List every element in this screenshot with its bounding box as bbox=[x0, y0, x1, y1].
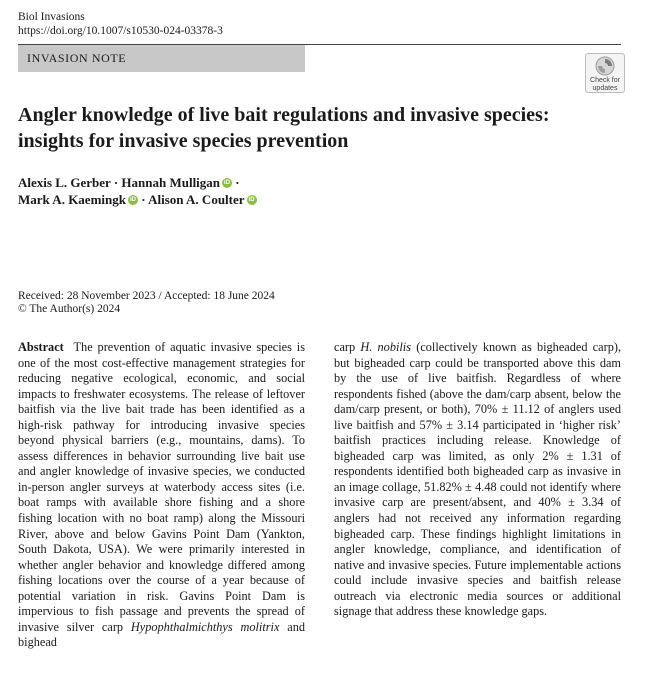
article-type-label: INVASION NOTE bbox=[27, 51, 127, 65]
abstract-text-right-lead: carp bbox=[334, 340, 356, 354]
abstract-heading: Abstract bbox=[18, 340, 64, 354]
author-name[interactable]: Alexis L. Gerber bbox=[18, 175, 111, 190]
article-title: Angler knowledge of live bait regulations and invasive species: insights for invasive species prevention bbox=[18, 104, 550, 152]
crossmark-icon bbox=[595, 56, 615, 76]
check-updates-line2: updates bbox=[592, 85, 618, 92]
author-list bbox=[18, 174, 618, 208]
doi-link[interactable]: https://doi.org/10.1007/s10530-024-03378-3 bbox=[18, 25, 223, 37]
check-updates-line1: Check for bbox=[590, 77, 620, 84]
species-name: H. nobilis bbox=[360, 340, 412, 354]
check-for-updates-button[interactable] bbox=[585, 53, 625, 93]
author-separator: · bbox=[232, 175, 240, 190]
journal-name: Biol Invasions bbox=[18, 11, 85, 23]
author-separator: · bbox=[110, 175, 122, 190]
orcid-icon[interactable]: iD bbox=[129, 197, 136, 203]
orcid-icon[interactable]: iD bbox=[248, 197, 255, 203]
author-name[interactable]: Hannah Mulligan bbox=[121, 175, 221, 190]
abstract-text-right: (collectively known as bigheaded carp), but bigheaded carp could be transported above this dam by the use of live baitfish. Regardless of where respondents fished (above the dam/carp absent, below the dam/carp present, or both), 70% ± 11.12 of anglers used live baitfish and 57% ± 3.14 participated in ‘higher risk’ baitfish practices including release. Knowledge of bigheaded carp was limited, as only 2% ± 1.31 of respondents identified both bigheaded carp as invasive in an image collage, 51.82% ± 4.48 could not identify where invasive carp are present/absent, and 40% ± 3.34 of anglers had not received any information regarding bigheaded carp. These findings highlight limitations in angler knowledge, compliance, and identification of native and invasive species. Future implementable actions could include invasive species and baitfish release outreach via electronic media sources or additional signage that address these knowledge gaps. bbox=[334, 340, 622, 619]
abstract-text-left: The prevention of aquatic invasive species is one of the most cost-effective management strategies for reducing negative ecological, economic, and social impacts to freshwater ecosystems. The release of leftover baitfish via the live bait trade has been identified as a high-risk pathway for introducing invasive species beyond physical barriers (e.g., mountains, dams). To assess differences in behavior surrounding live bait use and angler knowledge of invasive species, we conducted in-person angler surveys at waterbody access sites (i.e. boat ramps with available shore fishing and a shore fishing location with no boat ramp) along the Missouri River, above and below Gavins Point Dam (Yankton, South Dakota, USA). We were primarily interested in whether angler behavior and knowledge differed among fishing locations over the course of a year because of potential variation in risk. Gavins Point Dam is impervious to fish passage and prevents the spread of invasive silver carp bbox=[18, 340, 305, 634]
species-name: Hypophthalmichthys molitrix bbox=[130, 619, 280, 634]
orcid-icon[interactable]: iD bbox=[224, 180, 231, 186]
copyright-line: © The Author(s) 2024 bbox=[18, 303, 121, 315]
abstract-text-left-tail: and bighead bbox=[18, 619, 305, 650]
author-name[interactable]: Alison A. Coulter bbox=[148, 192, 245, 207]
article-type-band bbox=[18, 45, 305, 72]
author-separator: · bbox=[137, 192, 149, 207]
abstract-column-left bbox=[18, 340, 305, 651]
author-name[interactable]: Mark A. Kaemingk bbox=[18, 192, 126, 207]
abstract-column-right bbox=[334, 340, 621, 620]
received-accepted-dates: Received: 28 November 2023 / Accepted: 18 June 2024 bbox=[18, 290, 275, 302]
